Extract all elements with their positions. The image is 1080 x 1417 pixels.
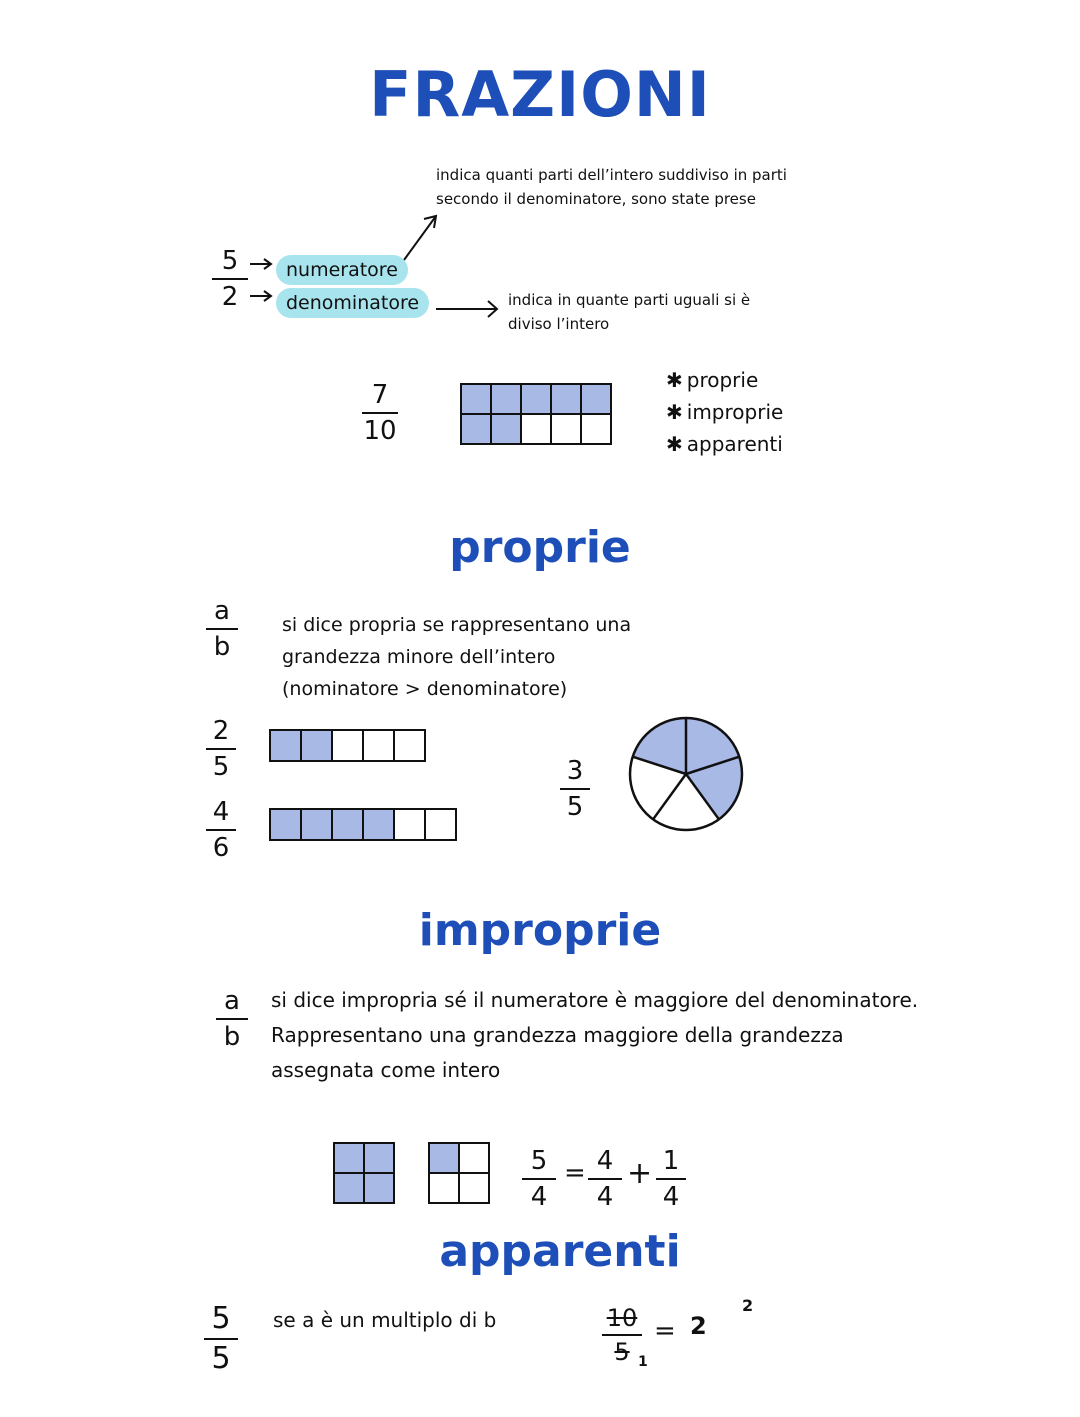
heading-proprie: proprie	[449, 522, 631, 573]
fraction-denominator: 4	[530, 1182, 548, 1212]
fraction-3-5	[560, 756, 590, 822]
grid-7-of-10	[460, 383, 612, 445]
denominator-description-1: indica in quante parti uguali si è	[508, 291, 751, 309]
asterisk-icon: ✱	[666, 400, 683, 424]
square-1-of-4	[428, 1142, 490, 1204]
proprie-line-2: grandezza minore dell’intero	[282, 646, 556, 668]
fraction-bar	[656, 1178, 686, 1180]
fraction-denominator: 5	[211, 1341, 231, 1376]
numerator-description-1: indica quanti parti dell’intero suddiviso in parti	[436, 166, 787, 184]
improprie-line-3: assegnata come intero	[271, 1058, 501, 1082]
improprie-line-1: si dice impropria sé il numeratore è maggiore del denominatore.	[271, 988, 919, 1012]
fraction-denominator: 5	[566, 792, 584, 822]
page-title: FRAZIONI	[369, 58, 711, 131]
fraction-5-5	[204, 1302, 238, 1376]
arrow-up-right	[404, 216, 436, 260]
fraction-denominator: 10	[363, 416, 397, 446]
fraction-bar	[216, 1018, 248, 1020]
fraction-denominator: b	[223, 1022, 241, 1052]
proprie-line-3: (nominatore > denominatore)	[282, 678, 568, 700]
fraction-numerator: a	[224, 986, 240, 1016]
fraction-a-b-improprie	[216, 986, 248, 1052]
fraction-bar	[206, 628, 238, 630]
equals-sign: =	[564, 1158, 586, 1188]
example-fraction-7-10	[362, 380, 398, 446]
list-item: ✱ proprie	[666, 368, 759, 392]
fraction-bar	[204, 1338, 238, 1340]
strip-2-of-5	[269, 729, 426, 762]
fraction-bar	[602, 1334, 642, 1336]
fraction-numerator: a	[214, 596, 230, 626]
cancel-superscript: 2	[742, 1296, 754, 1315]
fraction-numerator: 10	[606, 1304, 638, 1332]
list-item: ✱ improprie	[666, 400, 784, 424]
fraction-denominator: 4	[662, 1182, 680, 1212]
fraction-5-4	[522, 1146, 556, 1212]
fraction-numerator: 5	[221, 246, 239, 276]
equals-sign-apparenti: =	[654, 1316, 676, 1346]
fraction-bar	[522, 1178, 556, 1180]
fraction-numerator: 5	[211, 1301, 231, 1336]
fraction-bar	[588, 1178, 622, 1180]
heading-apparenti: apparenti	[439, 1226, 681, 1277]
heading-improprie: improprie	[418, 905, 662, 956]
fraction-denominator: 6	[212, 833, 230, 863]
fraction-10-5-simplified	[602, 1304, 642, 1366]
fraction-numerator: 2	[212, 716, 230, 746]
fraction-numerator: 4	[212, 797, 230, 827]
fraction-bar	[560, 788, 590, 790]
fraction-denominator: 5	[614, 1338, 630, 1366]
fraction-a-b	[206, 596, 238, 662]
fraction-numerator: 3	[566, 756, 584, 786]
fraction-denominator: 4	[596, 1182, 614, 1212]
fraction-1-4	[656, 1146, 686, 1212]
pie-3-of-5	[624, 712, 748, 836]
denominator-description-2: diviso l’intero	[508, 315, 610, 333]
fraction-4-4	[588, 1146, 622, 1212]
cancel-subscript: 1	[638, 1354, 648, 1370]
numerator-description-2: secondo il denominatore, sono state prese	[436, 190, 756, 208]
denominator-label: denominatore	[276, 288, 429, 318]
plus-sign: +	[627, 1156, 653, 1191]
fraction-numerator: 1	[662, 1146, 680, 1176]
list-item: ✱ apparenti	[666, 432, 783, 456]
proprie-line-1: si dice propria se rappresentano una	[282, 614, 632, 636]
square-4-of-4	[333, 1142, 395, 1204]
result-value: 2	[690, 1312, 707, 1340]
fraction-bar	[206, 748, 236, 750]
fraction-denominator: 2	[221, 282, 239, 312]
fraction-numerator: 4	[596, 1146, 614, 1176]
fraction-denominator: 5	[212, 752, 230, 782]
strip-4-of-6	[269, 808, 457, 841]
apparenti-line-1: se a è un multiplo di b	[273, 1308, 497, 1332]
fraction-numerator: 7	[371, 380, 389, 410]
fraction-bar	[362, 412, 398, 414]
asterisk-icon: ✱	[666, 432, 683, 456]
asterisk-icon: ✱	[666, 368, 683, 392]
numerator-label: numeratore	[276, 255, 408, 285]
fraction-denominator: b	[213, 632, 231, 662]
fraction-types-list	[666, 364, 783, 460]
fraction-numerator: 5	[530, 1146, 548, 1176]
fraction-bar	[206, 829, 236, 831]
fraction-2-5	[206, 716, 236, 782]
improprie-line-2: Rappresentano una grandezza maggiore della grandezza	[271, 1023, 844, 1047]
fraction-4-6	[206, 797, 236, 863]
